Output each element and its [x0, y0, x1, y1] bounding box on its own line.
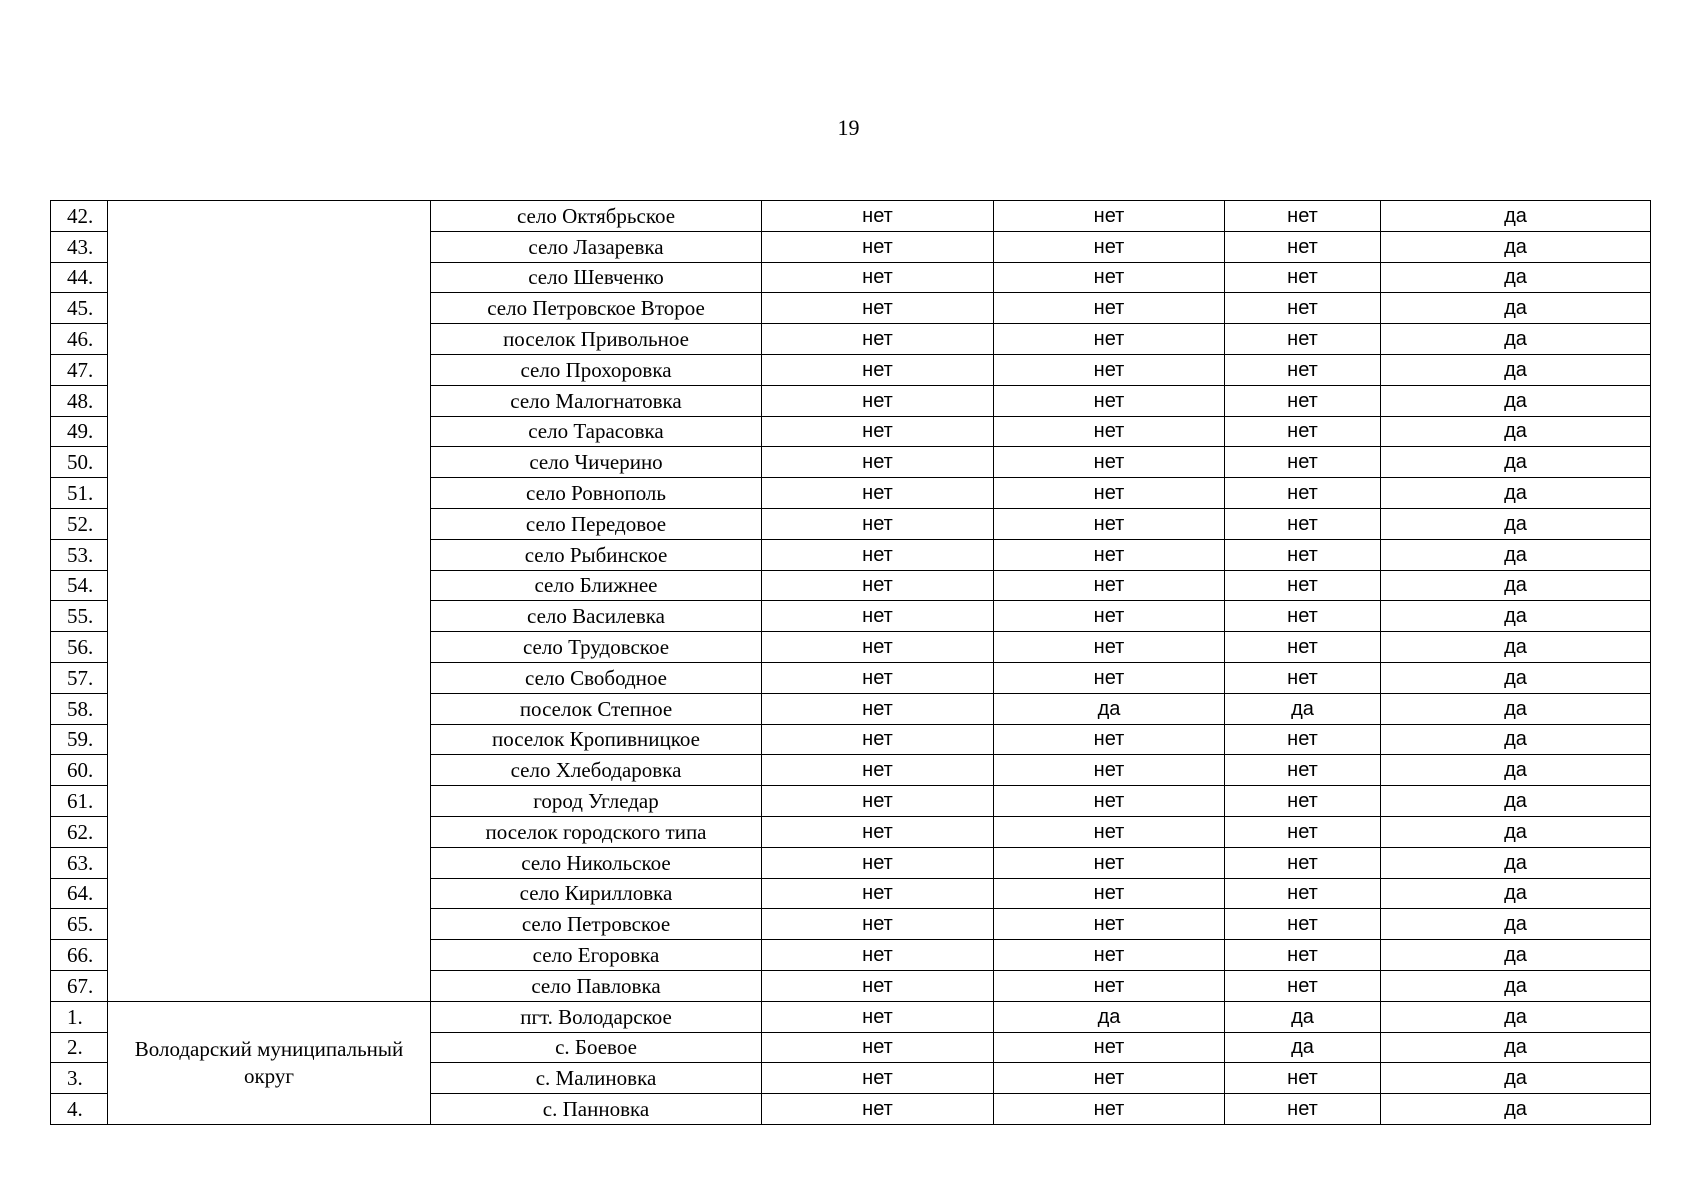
row-number-cell: 52.: [51, 508, 108, 539]
status-cell-c2: нет: [994, 447, 1225, 478]
row-number-cell: 49.: [51, 416, 108, 447]
status-cell-c1: нет: [762, 786, 994, 817]
status-cell-c3: нет: [1225, 724, 1381, 755]
row-number-cell: 3.: [51, 1063, 108, 1094]
status-cell-c4: да: [1381, 478, 1651, 509]
status-cell-c1: нет: [762, 1063, 994, 1094]
settlement-cell: село Передовое: [431, 508, 762, 539]
row-number-cell: 4.: [51, 1094, 108, 1125]
status-cell-c4: да: [1381, 447, 1651, 478]
status-cell-c1: нет: [762, 1032, 994, 1063]
row-number-cell: 50.: [51, 447, 108, 478]
status-cell-c4: да: [1381, 1063, 1651, 1094]
status-cell-c3: нет: [1225, 231, 1381, 262]
row-number-cell: 57.: [51, 662, 108, 693]
row-number-cell: 60.: [51, 755, 108, 786]
status-cell-c3: нет: [1225, 1094, 1381, 1125]
status-cell-c3: нет: [1225, 970, 1381, 1001]
status-cell-c4: да: [1381, 662, 1651, 693]
status-cell-c3: нет: [1225, 447, 1381, 478]
row-number-cell: 46.: [51, 324, 108, 355]
settlement-cell: село Василевка: [431, 601, 762, 632]
status-cell-c3: нет: [1225, 816, 1381, 847]
row-number-cell: 45.: [51, 293, 108, 324]
settlement-cell: село Ближнее: [431, 570, 762, 601]
settlement-cell: поселок Кропивницкое: [431, 724, 762, 755]
status-cell-c1: нет: [762, 354, 994, 385]
status-cell-c2: нет: [994, 970, 1225, 1001]
settlement-cell: пгт. Володарское: [431, 1001, 762, 1032]
status-cell-c1: нет: [762, 816, 994, 847]
status-cell-c2: нет: [994, 786, 1225, 817]
status-cell-c2: нет: [994, 570, 1225, 601]
row-number-cell: 1.: [51, 1001, 108, 1032]
status-cell-c3: нет: [1225, 293, 1381, 324]
settlement-cell: город Угледар: [431, 786, 762, 817]
status-cell-c4: да: [1381, 293, 1651, 324]
status-cell-c2: нет: [994, 1094, 1225, 1125]
row-number-cell: 42.: [51, 201, 108, 232]
status-cell-c1: нет: [762, 262, 994, 293]
status-cell-c4: да: [1381, 324, 1651, 355]
status-cell-c4: да: [1381, 539, 1651, 570]
status-cell-c2: нет: [994, 847, 1225, 878]
status-cell-c2: нет: [994, 1063, 1225, 1094]
status-cell-c2: нет: [994, 478, 1225, 509]
settlement-cell: село Петровское Второе: [431, 293, 762, 324]
status-cell-c1: нет: [762, 416, 994, 447]
status-cell-c3: нет: [1225, 354, 1381, 385]
settlement-cell: село Никольское: [431, 847, 762, 878]
row-number-cell: 2.: [51, 1032, 108, 1063]
status-cell-c3: нет: [1225, 1063, 1381, 1094]
row-number-cell: 66.: [51, 940, 108, 971]
status-cell-c4: да: [1381, 755, 1651, 786]
status-cell-c4: да: [1381, 909, 1651, 940]
status-cell-c3: нет: [1225, 385, 1381, 416]
table-body: [51, 201, 1651, 1125]
status-cell-c3: нет: [1225, 262, 1381, 293]
status-cell-c2: да: [994, 1001, 1225, 1032]
status-cell-c2: да: [994, 693, 1225, 724]
status-cell-c2: нет: [994, 601, 1225, 632]
status-cell-c3: нет: [1225, 508, 1381, 539]
status-cell-c3: нет: [1225, 909, 1381, 940]
settlements-table: [50, 200, 1651, 1125]
status-cell-c4: да: [1381, 570, 1651, 601]
status-cell-c2: нет: [994, 293, 1225, 324]
row-number-cell: 65.: [51, 909, 108, 940]
status-cell-c2: нет: [994, 385, 1225, 416]
settlement-cell: с. Боевое: [431, 1032, 762, 1063]
row-number-cell: 67.: [51, 970, 108, 1001]
municipality-cell: Володарский муниципальный округ: [108, 1001, 431, 1124]
status-cell-c1: нет: [762, 755, 994, 786]
settlement-cell: село Ровнополь: [431, 478, 762, 509]
status-cell-c2: нет: [994, 816, 1225, 847]
settlement-cell: село Шевченко: [431, 262, 762, 293]
status-cell-c4: да: [1381, 816, 1651, 847]
status-cell-c1: нет: [762, 724, 994, 755]
settlement-cell: поселок Привольное: [431, 324, 762, 355]
settlement-cell: село Чичерино: [431, 447, 762, 478]
status-cell-c3: нет: [1225, 878, 1381, 909]
status-cell-c4: да: [1381, 1032, 1651, 1063]
status-cell-c1: нет: [762, 940, 994, 971]
row-number-cell: 43.: [51, 231, 108, 262]
status-cell-c4: да: [1381, 632, 1651, 663]
status-cell-c4: да: [1381, 1094, 1651, 1125]
status-cell-c3: нет: [1225, 662, 1381, 693]
status-cell-c2: нет: [994, 354, 1225, 385]
status-cell-c2: нет: [994, 231, 1225, 262]
status-cell-c3: нет: [1225, 786, 1381, 817]
status-cell-c4: да: [1381, 262, 1651, 293]
status-cell-c2: нет: [994, 909, 1225, 940]
status-cell-c2: нет: [994, 662, 1225, 693]
status-cell-c1: нет: [762, 447, 994, 478]
status-cell-c1: нет: [762, 201, 994, 232]
status-cell-c3: да: [1225, 1001, 1381, 1032]
settlement-cell: село Малогнатовка: [431, 385, 762, 416]
status-cell-c2: нет: [994, 508, 1225, 539]
status-cell-c2: нет: [994, 724, 1225, 755]
status-cell-c4: да: [1381, 201, 1651, 232]
status-cell-c1: нет: [762, 601, 994, 632]
settlement-cell: село Свободное: [431, 662, 762, 693]
row-number-cell: 59.: [51, 724, 108, 755]
status-cell-c2: нет: [994, 324, 1225, 355]
row-number-cell: 58.: [51, 693, 108, 724]
settlement-cell: село Хлебодаровка: [431, 755, 762, 786]
status-cell-c4: да: [1381, 231, 1651, 262]
status-cell-c1: нет: [762, 1001, 994, 1032]
status-cell-c1: нет: [762, 847, 994, 878]
status-cell-c4: да: [1381, 970, 1651, 1001]
settlement-cell: поселок городского типа: [431, 816, 762, 847]
status-cell-c1: нет: [762, 909, 994, 940]
status-cell-c3: нет: [1225, 755, 1381, 786]
status-cell-c4: да: [1381, 416, 1651, 447]
status-cell-c4: да: [1381, 878, 1651, 909]
row-number-cell: 53.: [51, 539, 108, 570]
row-number-cell: 54.: [51, 570, 108, 601]
status-cell-c2: нет: [994, 755, 1225, 786]
settlement-cell: поселок Степное: [431, 693, 762, 724]
table-row: [51, 1001, 1651, 1032]
municipality-cell: [108, 201, 431, 1002]
status-cell-c1: нет: [762, 693, 994, 724]
status-cell-c1: нет: [762, 662, 994, 693]
status-cell-c4: да: [1381, 786, 1651, 817]
status-cell-c1: нет: [762, 539, 994, 570]
status-cell-c3: да: [1225, 1032, 1381, 1063]
settlement-cell: село Прохоровка: [431, 354, 762, 385]
row-number-cell: 44.: [51, 262, 108, 293]
settlement-cell: село Петровское: [431, 909, 762, 940]
status-cell-c4: да: [1381, 508, 1651, 539]
status-cell-c4: да: [1381, 940, 1651, 971]
status-cell-c2: нет: [994, 201, 1225, 232]
settlement-cell: село Трудовское: [431, 632, 762, 663]
status-cell-c3: нет: [1225, 539, 1381, 570]
row-number-cell: 51.: [51, 478, 108, 509]
table-row: [51, 201, 1651, 232]
page-number: 19: [837, 115, 860, 140]
row-number-cell: 62.: [51, 816, 108, 847]
settlement-cell: село Павловка: [431, 970, 762, 1001]
row-number-cell: 55.: [51, 601, 108, 632]
status-cell-c1: нет: [762, 385, 994, 416]
status-cell-c1: нет: [762, 878, 994, 909]
status-cell-c1: нет: [762, 970, 994, 1001]
status-cell-c1: нет: [762, 293, 994, 324]
status-cell-c2: нет: [994, 1032, 1225, 1063]
settlement-cell: село Кирилловка: [431, 878, 762, 909]
settlement-cell: село Лазаревка: [431, 231, 762, 262]
status-cell-c2: нет: [994, 262, 1225, 293]
status-cell-c4: да: [1381, 693, 1651, 724]
row-number-cell: 48.: [51, 385, 108, 416]
status-cell-c3: нет: [1225, 201, 1381, 232]
status-cell-c4: да: [1381, 847, 1651, 878]
settlement-cell: село Тарасовка: [431, 416, 762, 447]
status-cell-c1: нет: [762, 1094, 994, 1125]
status-cell-c4: да: [1381, 1001, 1651, 1032]
status-cell-c3: нет: [1225, 324, 1381, 355]
settlement-cell: село Егоровка: [431, 940, 762, 971]
status-cell-c2: нет: [994, 878, 1225, 909]
status-cell-c2: нет: [994, 539, 1225, 570]
status-cell-c1: нет: [762, 231, 994, 262]
status-cell-c4: да: [1381, 601, 1651, 632]
status-cell-c3: да: [1225, 693, 1381, 724]
status-cell-c1: нет: [762, 508, 994, 539]
settlement-cell: с. Панновка: [431, 1094, 762, 1125]
status-cell-c4: да: [1381, 354, 1651, 385]
settlement-cell: с. Малиновка: [431, 1063, 762, 1094]
status-cell-c1: нет: [762, 570, 994, 601]
status-cell-c2: нет: [994, 940, 1225, 971]
status-cell-c3: нет: [1225, 847, 1381, 878]
status-cell-c3: нет: [1225, 601, 1381, 632]
status-cell-c4: да: [1381, 385, 1651, 416]
status-cell-c3: нет: [1225, 632, 1381, 663]
row-number-cell: 64.: [51, 878, 108, 909]
row-number-cell: 61.: [51, 786, 108, 817]
status-cell-c2: нет: [994, 632, 1225, 663]
status-cell-c3: нет: [1225, 940, 1381, 971]
row-number-cell: 63.: [51, 847, 108, 878]
row-number-cell: 56.: [51, 632, 108, 663]
status-cell-c3: нет: [1225, 416, 1381, 447]
status-cell-c4: да: [1381, 724, 1651, 755]
settlement-cell: село Октябрьское: [431, 201, 762, 232]
status-cell-c2: нет: [994, 416, 1225, 447]
status-cell-c3: нет: [1225, 478, 1381, 509]
status-cell-c1: нет: [762, 478, 994, 509]
settlement-cell: село Рыбинское: [431, 539, 762, 570]
status-cell-c1: нет: [762, 324, 994, 355]
row-number-cell: 47.: [51, 354, 108, 385]
status-cell-c3: нет: [1225, 570, 1381, 601]
status-cell-c1: нет: [762, 632, 994, 663]
